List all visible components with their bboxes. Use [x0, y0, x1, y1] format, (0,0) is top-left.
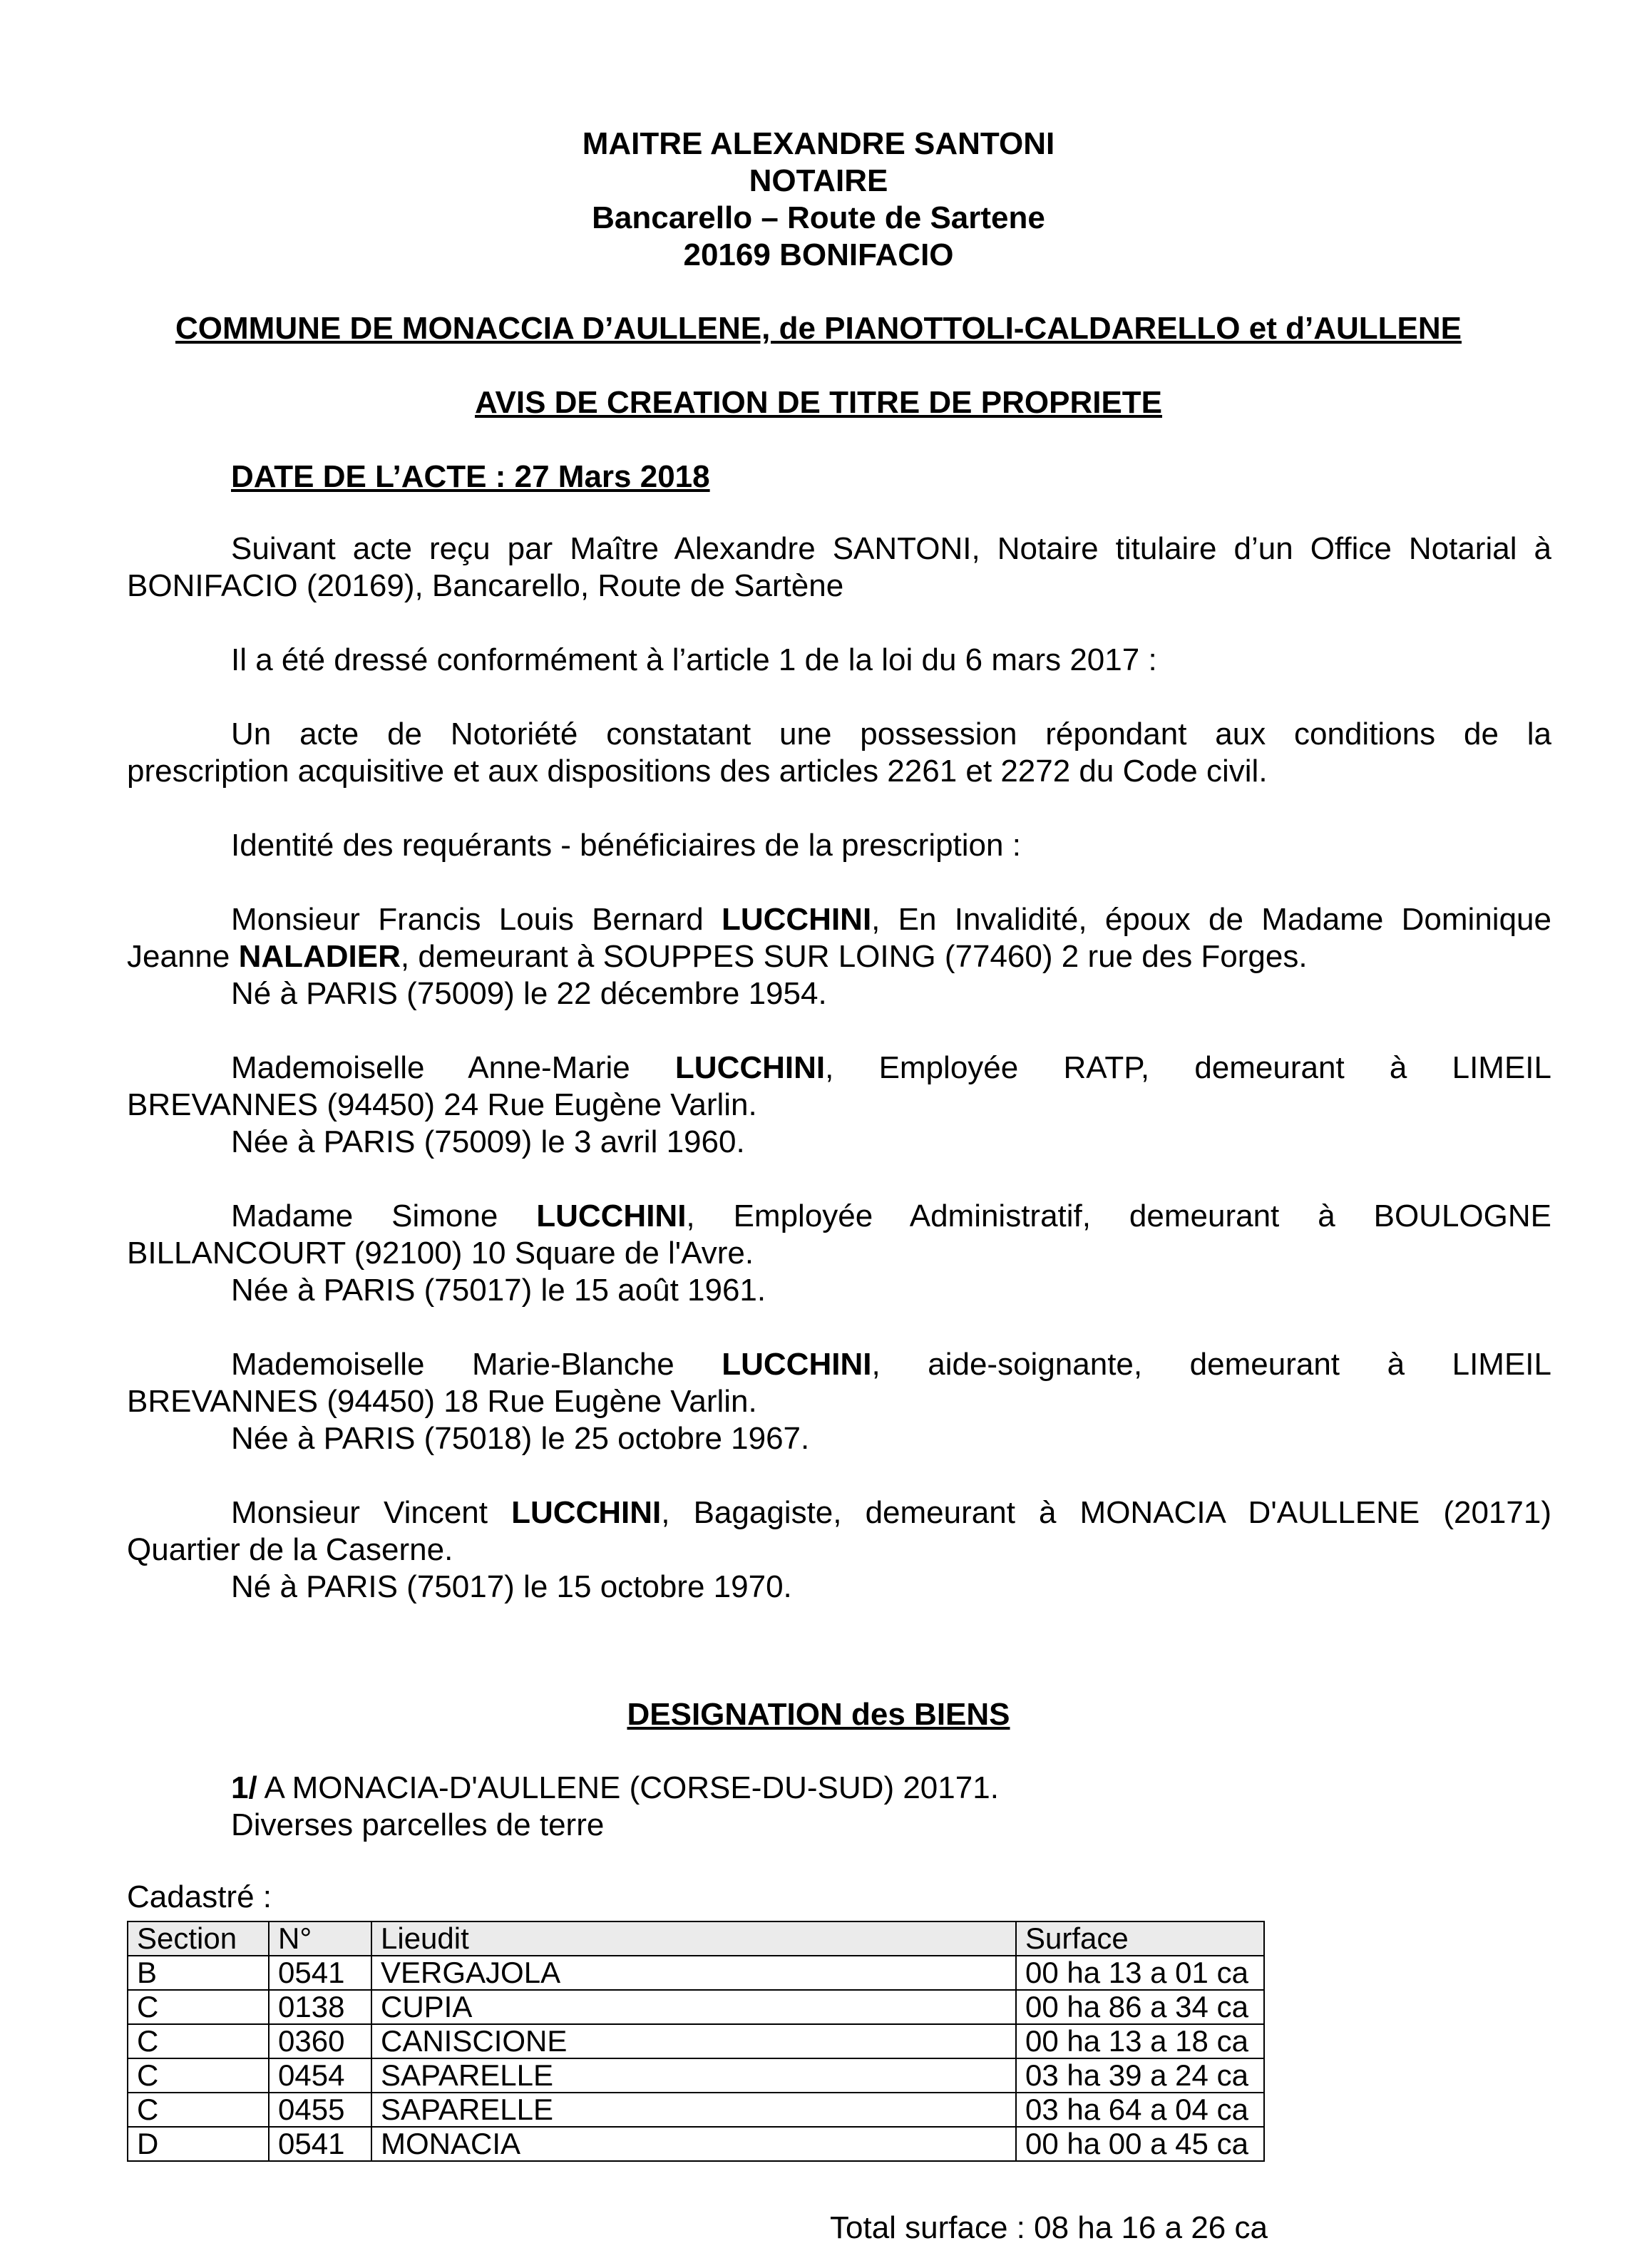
- requerant-5-line-2: Quartier de la Caserne.: [127, 1532, 453, 1567]
- cell-number: 0541: [269, 1956, 371, 1990]
- cell-section: C: [128, 2024, 269, 2058]
- cell-number: 0541: [269, 2127, 371, 2161]
- lot-1: [231, 1770, 999, 1844]
- cell-surface: 00 ha 13 a 01 ca: [1016, 1956, 1264, 1990]
- requerant-2: [127, 1050, 1551, 1161]
- notoriete-line-2: prescription acquisitive et aux dispositions des articles 2261 et 2272 du Code civil.: [127, 754, 1268, 789]
- identite-line: Identité des requérants - bénéficiaires de la prescription :: [231, 828, 1021, 863]
- intro-line-1: Suivant acte reçu par Maître Alexandre SANTONI, Notaire titulaire d’un Office Notarial à: [231, 531, 1551, 566]
- cell-surface: 00 ha 00 a 45 ca: [1016, 2127, 1264, 2161]
- requerant-4: [127, 1346, 1551, 1457]
- requerant-3-birth: Née à PARIS (75017) le 15 août 1961.: [231, 1273, 766, 1308]
- requerant-1-birth: Né à PARIS (75009) le 22 décembre 1954.: [231, 976, 827, 1011]
- requerant-1-line-1: Monsieur Francis Louis Bernard LUCCHINI, En Invalidité, époux de Madame Dominique: [231, 902, 1551, 937]
- requerant-4-line-1: Mademoiselle Marie-Blanche LUCCHINI, aide-soignante, demeurant à LIMEIL: [231, 1347, 1551, 1382]
- commune-title: COMMUNE DE MONACCIA D’AULLENE, de PIANOTTOLI-CALDARELLO et d’AULLENE: [175, 311, 1462, 346]
- article-line: Il a été dressé conformément à l’article 1 de la loi du 6 mars 2017 :: [231, 642, 1157, 677]
- table-row: [128, 2024, 1264, 2058]
- requerant-3-line-1: Madame Simone LUCCHINI, Employée Administratif, demeurant à BOULOGNE: [231, 1199, 1551, 1233]
- table-header-row: [128, 1921, 1264, 1956]
- table-row: [128, 2093, 1264, 2127]
- article-paragraph: [127, 642, 1551, 679]
- notary-title: NOTAIRE: [749, 163, 888, 198]
- requerant-5: [127, 1494, 1551, 1606]
- cell-number: 0454: [269, 2058, 371, 2093]
- cell-lieudit: CUPIA: [371, 1990, 1016, 2024]
- column-header-section: Section: [128, 1921, 269, 1956]
- requerant-3-line-2: BILLANCOURT (92100) 10 Square de l'Avre.: [127, 1236, 754, 1271]
- requerant-1: [127, 901, 1551, 1012]
- cell-section: C: [128, 2058, 269, 2093]
- column-header-surface: Surface: [1016, 1921, 1264, 1956]
- requerant-5-line-1: Monsieur Vincent LUCCHINI, Bagagiste, demeurant à MONACIA D'AULLENE (20171): [231, 1495, 1551, 1530]
- cell-number: 0360: [269, 2024, 371, 2058]
- cell-surface: 03 ha 64 a 04 ca: [1016, 2093, 1264, 2127]
- cell-surface: 00 ha 13 a 18 ca: [1016, 2024, 1264, 2058]
- cell-lieudit: VERGAJOLA: [371, 1956, 1016, 1990]
- cell-lieudit: SAPARELLE: [371, 2058, 1016, 2093]
- cell-number: 0138: [269, 1990, 371, 2024]
- cell-lieudit: SAPARELLE: [371, 2093, 1016, 2127]
- requerant-4-line-2: BREVANNES (94450) 18 Rue Eugène Varlin.: [127, 1384, 757, 1419]
- total-surface: Total surface : 08 ha 16 a 26 ca: [830, 2210, 1268, 2245]
- column-header-lieudit: Lieudit: [371, 1921, 1016, 1956]
- avis-title: AVIS DE CREATION DE TITRE DE PROPRIETE: [474, 385, 1163, 420]
- cell-section: C: [128, 1990, 269, 2024]
- table-row: [128, 1956, 1264, 1990]
- lot-1-description: Diverses parcelles de terre: [231, 1807, 605, 1842]
- requerant-1-line-2: Jeanne NALADIER, demeurant à SOUPPES SUR LOING (77460) 2 rue des Forges.: [127, 939, 1308, 974]
- requerant-2-line-1: Mademoiselle Anne-Marie LUCCHINI, Employée RATP, demeurant à LIMEIL: [231, 1050, 1551, 1085]
- cell-lieudit: MONACIA: [371, 2127, 1016, 2161]
- cadastre-table: [127, 1921, 1265, 2162]
- notary-header: [0, 125, 1637, 274]
- lot-1-line-1: 1/ A MONACIA-D'AULLENE (CORSE-DU-SUD) 20171.: [231, 1770, 999, 1805]
- intro-line-2: BONIFACIO (20169), Bancarello, Route de Sartène: [127, 568, 844, 603]
- cell-section: B: [128, 1956, 269, 1990]
- table-row: [128, 1990, 1264, 2024]
- cell-lieudit: CANISCIONE: [371, 2024, 1016, 2058]
- designation-title: DESIGNATION des BIENS: [627, 1697, 1010, 1732]
- requerant-4-birth: Née à PARIS (75018) le 25 octobre 1967.: [231, 1421, 810, 1456]
- cell-surface: 03 ha 39 a 24 ca: [1016, 2058, 1264, 2093]
- intro-paragraph: [127, 530, 1551, 605]
- requerant-2-line-2: BREVANNES (94450) 24 Rue Eugène Varlin.: [127, 1087, 757, 1122]
- notary-name: MAITRE ALEXANDRE SANTONI: [582, 126, 1055, 161]
- cadastre-label: Cadastré :: [127, 1879, 272, 1914]
- table-row: [128, 2127, 1264, 2161]
- cell-section: D: [128, 2127, 269, 2161]
- cell-surface: 00 ha 86 a 34 ca: [1016, 1990, 1264, 2024]
- notoriete-line-1: Un acte de Notoriété constatant une possession répondant aux conditions de la: [231, 717, 1551, 751]
- cell-section: C: [128, 2093, 269, 2127]
- cell-number: 0455: [269, 2093, 371, 2127]
- notary-address: Bancarello – Route de Sartene: [592, 200, 1045, 235]
- table-row: [128, 2058, 1264, 2093]
- date-acte: DATE DE L’ACTE : 27 Mars 2018: [231, 459, 710, 494]
- notoriete-paragraph: [127, 716, 1551, 790]
- requerant-5-birth: Né à PARIS (75017) le 15 octobre 1970.: [231, 1569, 792, 1604]
- identite-paragraph: [127, 827, 1551, 864]
- requerant-2-birth: Née à PARIS (75009) le 3 avril 1960.: [231, 1124, 745, 1159]
- column-header-number: N°: [269, 1921, 371, 1956]
- notary-city: 20169 BONIFACIO: [683, 237, 954, 272]
- requerant-3: [127, 1198, 1551, 1309]
